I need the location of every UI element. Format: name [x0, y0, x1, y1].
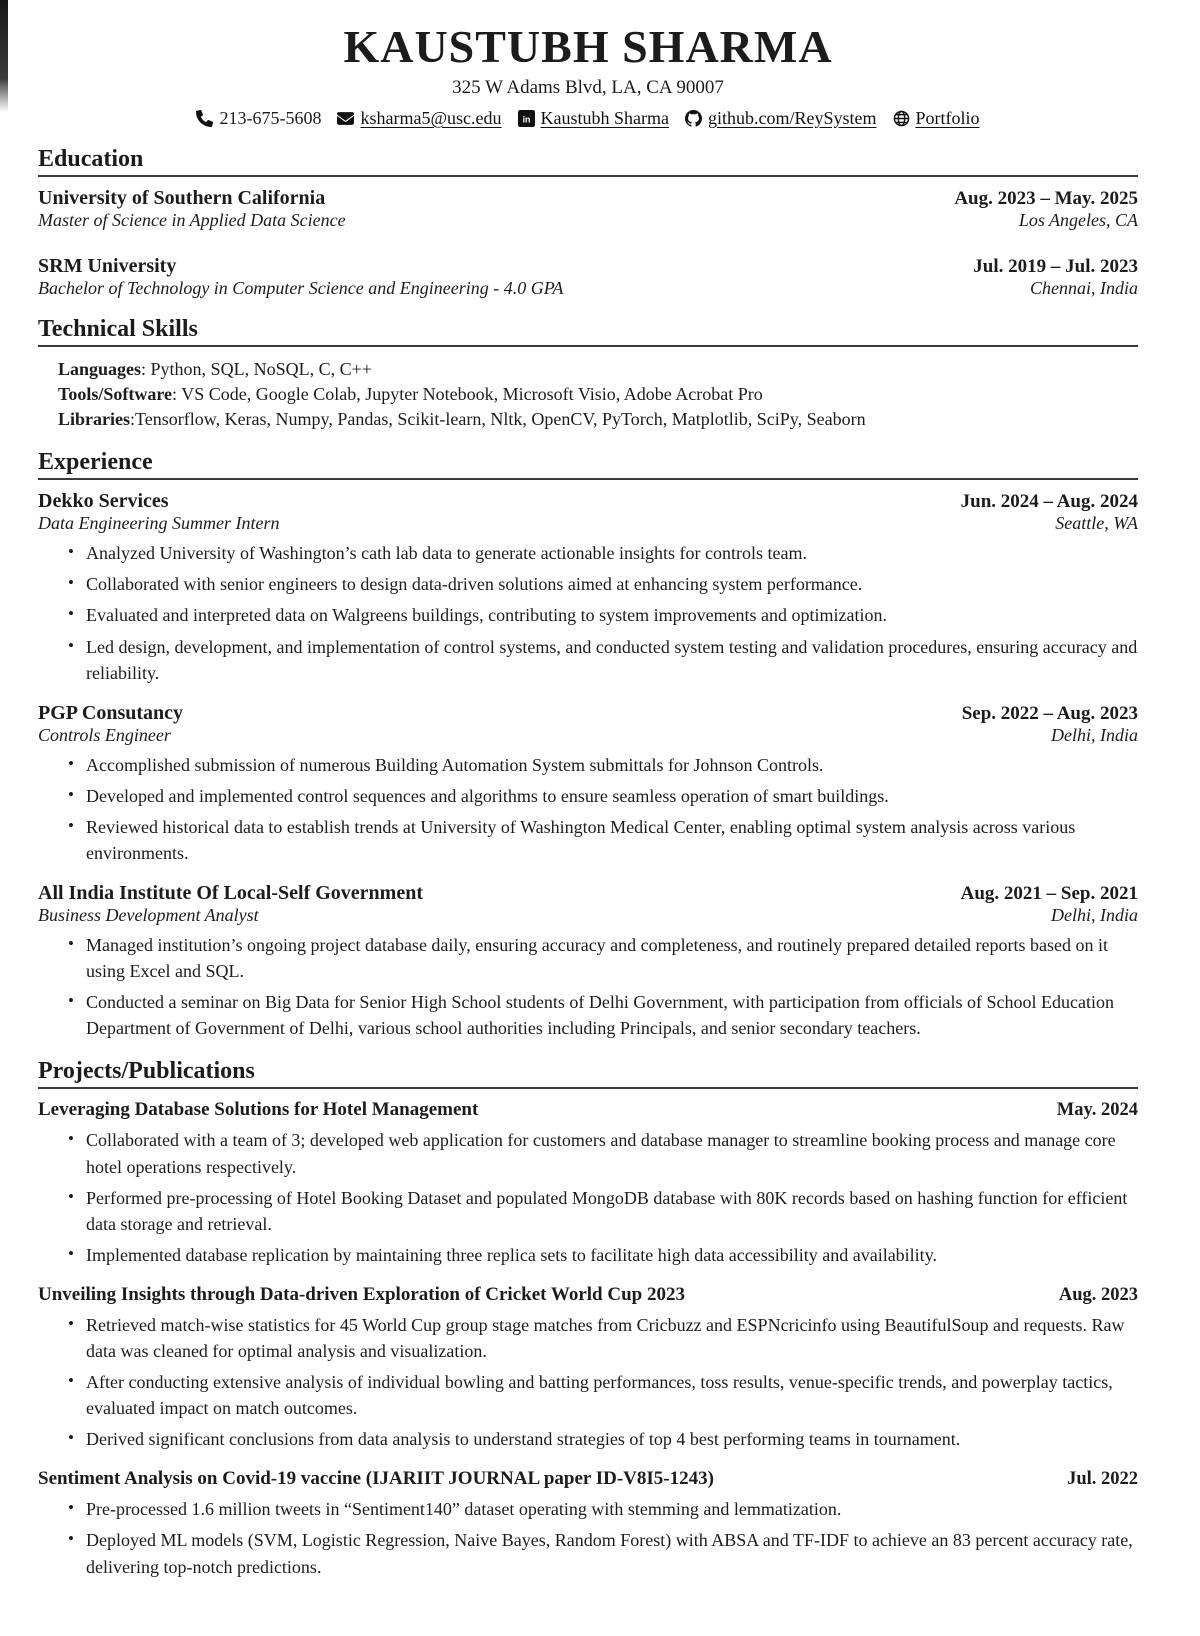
company-name: All India Institute Of Local-Self Government — [38, 882, 423, 905]
linkedin-icon — [518, 110, 535, 127]
skills-value: Tensorflow, Keras, Numpy, Pandas, Scikit-learn, Nltk, OpenCV, PyTorch, Matplotlib, SciPy, Seaborn — [135, 409, 866, 430]
job-role: Business Development Analyst — [38, 905, 259, 926]
job-dates: Jun. 2024 – Aug. 2024 — [960, 491, 1138, 513]
education-location: Los Angeles, CA — [1018, 209, 1138, 230]
section-skills — [38, 316, 1138, 433]
address-line: 325 W Adams Blvd, LA, CA 90007 — [452, 76, 724, 98]
job-location: Delhi, India — [1051, 905, 1138, 926]
bullet-item: • Developed and implemented control sequences and algorithms to ensure seamless operation of smart buildings. — [86, 783, 1138, 809]
bullet-item: • Conducted a seminar on Big Data for Senior High School students of Delhi Government, with participation from officials of School Education Department of Government of Delhi, various school authorities including Principals, and senior secondary teachers. — [86, 989, 1138, 1041]
project-entry — [38, 1284, 1138, 1452]
bullet-item: • Evaluated and interpreted data on Walgreens buildings, contributing to system improvements and optimization. — [86, 602, 1138, 628]
section-experience — [38, 449, 1138, 1041]
bullet-item: • After conducting extensive analysis of individual bowling and batting performances, toss results, venue-specific trends, and powerplay tactics, evaluated impact on match outcomes. — [86, 1369, 1138, 1421]
skills-list — [38, 357, 1138, 433]
bullet-item: • Collaborated with a team of 3; developed web application for customers and database manager to streamline booking process and manage core hotel operations respectively. — [86, 1127, 1138, 1179]
portfolio-link[interactable]: Portfolio — [915, 107, 980, 128]
contact-linkedin — [518, 108, 669, 129]
bullet-item: • Reviewed historical data to establish trends at University of Washington Medical Center, enabling optimal system analysis across various environments. — [86, 814, 1138, 866]
project-bullets — [38, 1312, 1138, 1452]
project-entry — [38, 1099, 1138, 1267]
bullet-item: • Derived significant conclusions from data analysis to understand strategies of top 4 best performing teams in tournament. — [86, 1426, 1138, 1452]
skills-separator: : — [141, 358, 151, 379]
project-bullets — [38, 1496, 1138, 1579]
bullet-item: • Implemented database replication by maintaining three replica sets to facilitate high data accessibility and availability. — [86, 1242, 1138, 1268]
project-date: May. 2024 — [1056, 1100, 1138, 1121]
skills-label: Tools/Software — [58, 383, 173, 404]
project-title: Leveraging Database Solutions for Hotel Management — [38, 1099, 479, 1121]
job-role: Data Engineering Summer Intern — [38, 513, 280, 534]
phone-number: 213-675-5608 — [219, 107, 322, 128]
company-name: Dekko Services — [38, 490, 169, 513]
globe-icon — [893, 110, 910, 127]
job-bullets — [38, 540, 1138, 685]
job-entry — [38, 882, 1138, 1041]
bullet-item: • Managed institution’s ongoing project database daily, ensuring accuracy and completeness, and routinely prepared detailed reports based on it using Excel and SQL. — [86, 932, 1138, 984]
phone-icon — [196, 110, 213, 127]
github-link[interactable]: github.com/ReySystem — [708, 107, 877, 128]
experience-heading: Experience — [38, 449, 1138, 480]
bullet-item: • Performed pre-processing of Hotel Booking Dataset and populated MongoDB database with 80K records based on hashing function for efficient data storage and retrieval. — [86, 1185, 1138, 1237]
education-location: Chennai, India — [1030, 277, 1138, 298]
education-dates: Aug. 2023 – May. 2025 — [954, 187, 1138, 209]
school-name: University of Southern California — [38, 186, 326, 209]
project-date: Aug. 2023 — [1058, 1284, 1138, 1305]
job-bullets — [38, 752, 1138, 866]
skills-heading: Technical Skills — [38, 316, 1138, 347]
skills-row-libraries — [58, 407, 1138, 432]
skills-separator: : — [130, 409, 136, 430]
page-title: KAUSTUBH SHARMA — [343, 21, 833, 72]
bullet-item: • Accomplished submission of numerous Building Automation System submittals for Johnson Controls. — [86, 752, 1138, 778]
job-bullets — [38, 932, 1138, 1041]
project-bullets — [38, 1127, 1138, 1267]
bullet-item: • Collaborated with senior engineers to design data-driven solutions aimed at enhancing system performance. — [86, 571, 1138, 597]
skills-value: VS Code, Google Colab, Jupyter Notebook, Microsoft Visio, Adobe Acrobat Pro — [181, 383, 763, 404]
contact-phone — [196, 108, 321, 129]
education-heading: Education — [38, 146, 1138, 177]
job-location: Seattle, WA — [1055, 513, 1138, 534]
contact-email — [337, 108, 501, 129]
section-projects — [38, 1058, 1138, 1579]
bullet-item: • Retrieved match-wise statistics for 45 World Cup group stage matches from Cricbuzz and ESPNcricinfo using BeautifulSoup and requests. Raw data was cleaned for optimal analysis and visualization. — [86, 1312, 1138, 1364]
bullet-item: • Pre-processed 1.6 million tweets in “Sentiment140” dataset operating with stemming and lemmatization. — [86, 1496, 1138, 1522]
project-title: Sentiment Analysis on Covid-19 vaccine (IJARIIT JOURNAL paper ID-V8I5-1243) — [38, 1468, 714, 1490]
job-entry — [38, 490, 1138, 685]
job-dates: Aug. 2021 – Sep. 2021 — [960, 883, 1138, 905]
skills-label: Languages — [58, 358, 142, 379]
job-entry — [38, 702, 1138, 866]
projects-heading: Projects/Publications — [38, 1058, 1138, 1089]
contact-github — [685, 108, 877, 129]
bullet-item: • Analyzed University of Washington’s cath lab data to generate actionable insights for controls team. — [86, 540, 1138, 566]
linkedin-link[interactable]: Kaustubh Sharma — [540, 107, 669, 128]
school-name: SRM University — [38, 254, 177, 277]
skills-row-languages — [58, 357, 1138, 382]
degree: Bachelor of Technology in Computer Science and Engineering - 4.0 GPA — [38, 277, 564, 298]
contact-bar — [38, 108, 1138, 129]
bullet-item: • Deployed ML models (SVM, Logistic Regression, Naive Bayes, Random Forest) with ABSA and TF-IDF to achieve an 83 percent accuracy rate, delivering top-notch predictions. — [86, 1527, 1138, 1579]
company-name: PGP Consutancy — [38, 701, 184, 724]
section-education — [38, 146, 1138, 299]
project-title: Unveiling Insights through Data-driven Exploration of Cricket World Cup 2023 — [38, 1283, 685, 1305]
education-entry — [38, 255, 1138, 299]
skills-label: Libraries — [58, 409, 130, 430]
contact-portfolio — [893, 108, 980, 129]
github-icon — [685, 110, 702, 127]
email-icon — [337, 110, 354, 127]
job-dates: Sep. 2022 – Aug. 2023 — [961, 702, 1138, 724]
project-entry — [38, 1468, 1138, 1579]
skills-row-tools — [58, 382, 1138, 407]
education-dates: Jul. 2019 – Jul. 2023 — [973, 255, 1138, 277]
degree: Master of Science in Applied Data Science — [38, 209, 346, 230]
email-link[interactable]: ksharma5@usc.edu — [360, 107, 502, 128]
svg-text:in: in — [522, 114, 530, 125]
project-date: Jul. 2022 — [1067, 1469, 1138, 1490]
education-entry — [38, 187, 1138, 231]
scan-artifact — [0, 0, 8, 112]
job-location: Delhi, India — [1051, 724, 1138, 745]
bullet-item: • Led design, development, and implementation of control systems, and conducted system testing and validation procedures, ensuring accuracy and reliability. — [86, 634, 1138, 686]
skills-separator: : — [172, 383, 182, 404]
job-role: Controls Engineer — [38, 724, 171, 745]
resume-header — [38, 22, 1138, 129]
skills-value: Python, SQL, NoSQL, C, C++ — [150, 358, 372, 379]
